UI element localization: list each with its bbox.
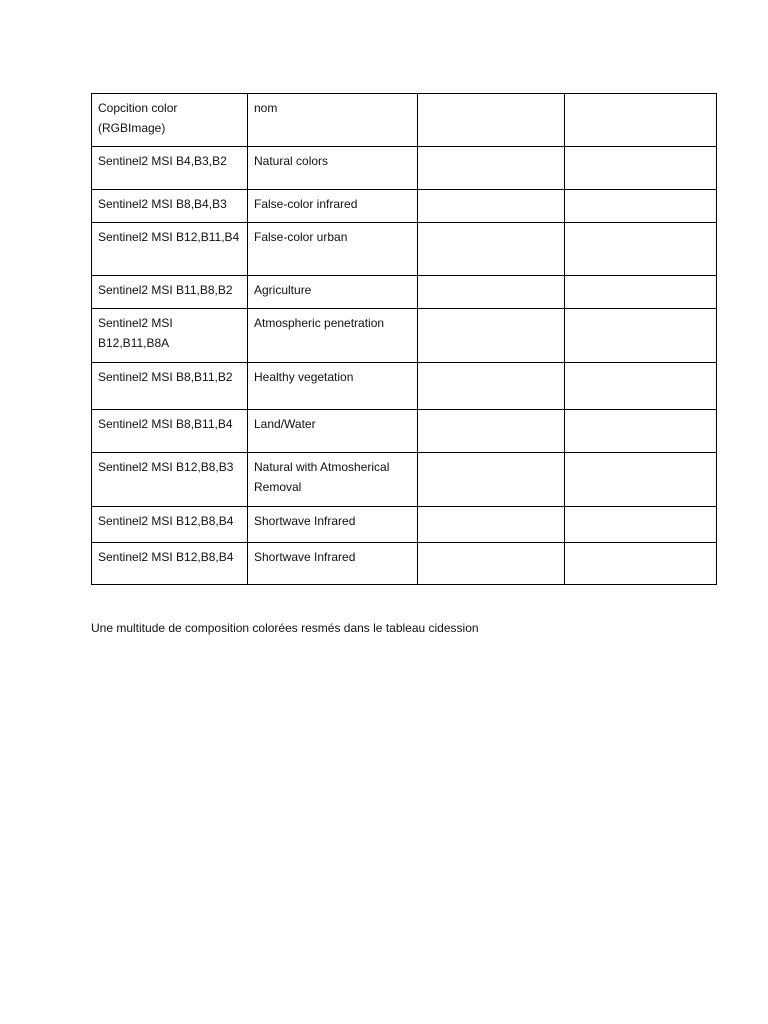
table-row — [92, 223, 717, 276]
header-composition-cell: Copcition color (RGBImage) — [92, 94, 248, 147]
name-cell: Shortwave Infrared — [248, 507, 418, 543]
table-row — [92, 147, 717, 190]
empty-cell — [565, 276, 717, 309]
table-row — [92, 309, 717, 363]
table-row — [92, 410, 717, 453]
table-row — [92, 543, 717, 585]
name-cell: Natural with Atmosherical Removal — [248, 453, 418, 507]
composition-cell: Sentinel2 MSI B11,B8,B2 — [92, 276, 248, 309]
composition-cell: Sentinel2 MSI B8,B4,B3 — [92, 190, 248, 223]
composition-cell: Sentinel2 MSI B4,B3,B2 — [92, 147, 248, 190]
name-cell: Agriculture — [248, 276, 418, 309]
name-cell: False-color urban — [248, 223, 418, 276]
composition-cell: Sentinel2 MSI B12,B8,B4 — [92, 543, 248, 585]
composition-cell: Sentinel2 MSI B12,B8,B4 — [92, 507, 248, 543]
empty-cell — [565, 190, 717, 223]
empty-cell — [565, 507, 717, 543]
header-empty-cell — [565, 94, 717, 147]
empty-cell — [565, 543, 717, 585]
table-header-row — [92, 94, 717, 147]
empty-cell — [565, 147, 717, 190]
empty-cell — [418, 309, 565, 363]
table-caption: Une multitude de composition colorées resmés dans le tableau cidession — [91, 621, 479, 635]
name-cell: Atmospheric penetration — [248, 309, 418, 363]
composition-cell: Sentinel2 MSI B12,B11,B8A — [92, 309, 248, 363]
name-cell: Natural colors — [248, 147, 418, 190]
composition-cell: Sentinel2 MSI B12,B11,B4 — [92, 223, 248, 276]
name-cell: False-color infrared — [248, 190, 418, 223]
name-cell: Shortwave Infrared — [248, 543, 418, 585]
empty-cell — [565, 223, 717, 276]
name-cell: Healthy vegetation — [248, 363, 418, 410]
empty-cell — [418, 190, 565, 223]
empty-cell — [418, 507, 565, 543]
composition-cell: Sentinel2 MSI B12,B8,B3 — [92, 453, 248, 507]
table-row — [92, 276, 717, 309]
table-row — [92, 190, 717, 223]
header-empty-cell — [418, 94, 565, 147]
empty-cell — [418, 363, 565, 410]
table-row — [92, 363, 717, 410]
composition-cell: Sentinel2 MSI B8,B11,B4 — [92, 410, 248, 453]
name-cell: Land/Water — [248, 410, 418, 453]
empty-cell — [565, 309, 717, 363]
empty-cell — [565, 363, 717, 410]
table-row — [92, 453, 717, 507]
empty-cell — [418, 276, 565, 309]
empty-cell — [565, 410, 717, 453]
empty-cell — [418, 147, 565, 190]
composite-table — [91, 93, 717, 585]
empty-cell — [565, 453, 717, 507]
empty-cell — [418, 453, 565, 507]
header-name-cell: nom — [248, 94, 418, 147]
empty-cell — [418, 223, 565, 276]
empty-cell — [418, 543, 565, 585]
table-row — [92, 507, 717, 543]
empty-cell — [418, 410, 565, 453]
composition-cell: Sentinel2 MSI B8,B11,B2 — [92, 363, 248, 410]
